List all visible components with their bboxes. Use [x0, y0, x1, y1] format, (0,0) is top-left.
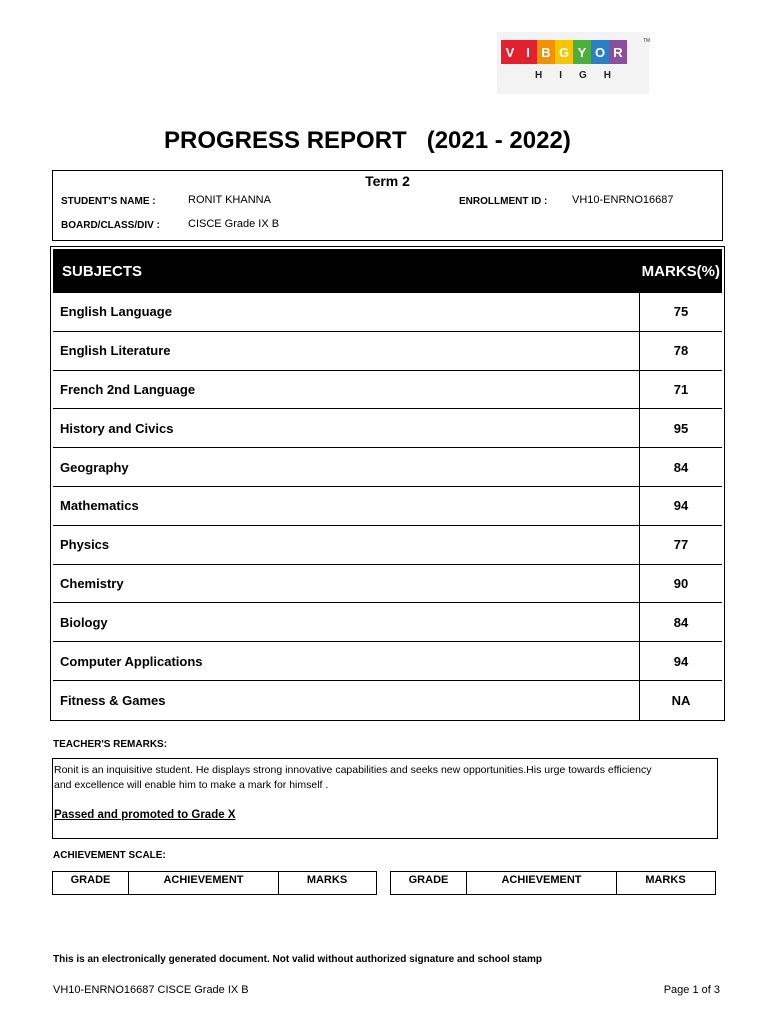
- subject-marks: 84: [673, 614, 689, 630]
- marks-table-body: [53, 293, 722, 720]
- logo-letter: Y: [573, 40, 591, 64]
- subject-name: Geography: [53, 448, 640, 486]
- table-row: [53, 371, 722, 410]
- logo-letter: V: [501, 40, 519, 64]
- table-row: [53, 409, 722, 448]
- marks-header: MARKS(%): [641, 262, 720, 280]
- report-title: PROGRESS REPORT (2021 - 2022): [164, 127, 571, 154]
- achievement-scale-table-right: [390, 871, 716, 895]
- student-info-box: [52, 170, 723, 241]
- disclaimer-note: This is an electronically generated document. Not valid without authorized signature and school stamp: [53, 954, 542, 965]
- student-name-value: RONIT KHANNA: [188, 194, 271, 206]
- student-name-label: STUDENT'S NAME :: [61, 196, 156, 207]
- subject-name: English Language: [53, 293, 640, 331]
- logo-subtitle: HIGH: [535, 70, 628, 81]
- subject-marks: 71: [673, 381, 689, 397]
- footer-document-id: VH10-ENRNO16687 CISCE Grade IX B: [53, 984, 249, 996]
- table-row: [53, 487, 722, 526]
- promotion-status: Passed and promoted to Grade X: [54, 809, 236, 821]
- remarks-text: Ronit is an inquisitive student. He displays strong innovative capabilities and seeks new opportunities.His urge towards efficiency and excellence will enable him to make a mark for himself .: [54, 764, 652, 791]
- subject-name: Computer Applications: [53, 642, 640, 680]
- subject-name: Mathematics: [53, 487, 640, 525]
- logo-trademark: TM: [643, 38, 651, 44]
- subject-marks: 78: [673, 343, 689, 359]
- logo-letter: O: [591, 40, 609, 64]
- subject-marks: 75: [673, 304, 689, 320]
- subject-name: Fitness & Games: [53, 681, 640, 720]
- scale-marks-header: MARKS: [645, 874, 686, 886]
- scale-grade-header: GRADE: [391, 872, 467, 894]
- subject-marks: 95: [673, 420, 689, 436]
- subject-name: History and Civics: [53, 409, 640, 447]
- school-logo: [497, 32, 649, 94]
- subject-marks: 90: [673, 575, 689, 591]
- term-label: Term 2: [365, 173, 410, 189]
- table-row: [53, 681, 722, 720]
- remarks-title: TEACHER'S REMARKS:: [53, 739, 168, 750]
- table-row: [53, 332, 722, 371]
- subject-marks: 94: [673, 498, 689, 514]
- table-row: [53, 565, 722, 604]
- table-row: [53, 448, 722, 487]
- logo-letter: G: [555, 40, 573, 64]
- scale-grade-header: GRADE: [53, 872, 129, 894]
- class-label: BOARD/CLASS/DIV :: [61, 220, 160, 231]
- enrollment-value: VH10-ENRNO16687: [572, 194, 674, 206]
- scale-achievement-header: ACHIEVEMENT: [467, 872, 617, 894]
- remarks-box: [52, 758, 718, 839]
- achievement-scale-table-left: [52, 871, 377, 895]
- scale-achievement-header: ACHIEVEMENT: [129, 872, 279, 894]
- marks-table-header: [53, 249, 722, 293]
- subjects-header: SUBJECTS: [62, 262, 143, 280]
- marks-table: [50, 246, 725, 721]
- logo-letter: R: [609, 40, 627, 64]
- table-row: [53, 526, 722, 565]
- subject-name: Biology: [53, 603, 640, 641]
- enrollment-label: ENROLLMENT ID :: [459, 196, 548, 207]
- logo-letter: I: [519, 40, 537, 64]
- subject-marks: 94: [673, 653, 689, 669]
- table-row: [53, 642, 722, 681]
- achievement-scale-title: ACHIEVEMENT SCALE:: [53, 850, 166, 861]
- logo-letter: B: [537, 40, 555, 64]
- subject-marks: NA: [671, 692, 691, 708]
- subject-marks: 77: [673, 537, 689, 553]
- logo-letters: [501, 40, 627, 64]
- subject-name: Chemistry: [53, 565, 640, 603]
- table-row: [53, 293, 722, 332]
- table-row: [53, 603, 722, 642]
- page-number: Page 1 of 3: [663, 984, 720, 996]
- subject-name: English Literature: [53, 332, 640, 370]
- subject-name: French 2nd Language: [53, 371, 640, 409]
- subject-name: Physics: [53, 526, 640, 564]
- subject-marks: 84: [673, 459, 689, 475]
- class-value: CISCE Grade IX B: [188, 218, 280, 230]
- scale-marks-header: MARKS: [306, 874, 348, 886]
